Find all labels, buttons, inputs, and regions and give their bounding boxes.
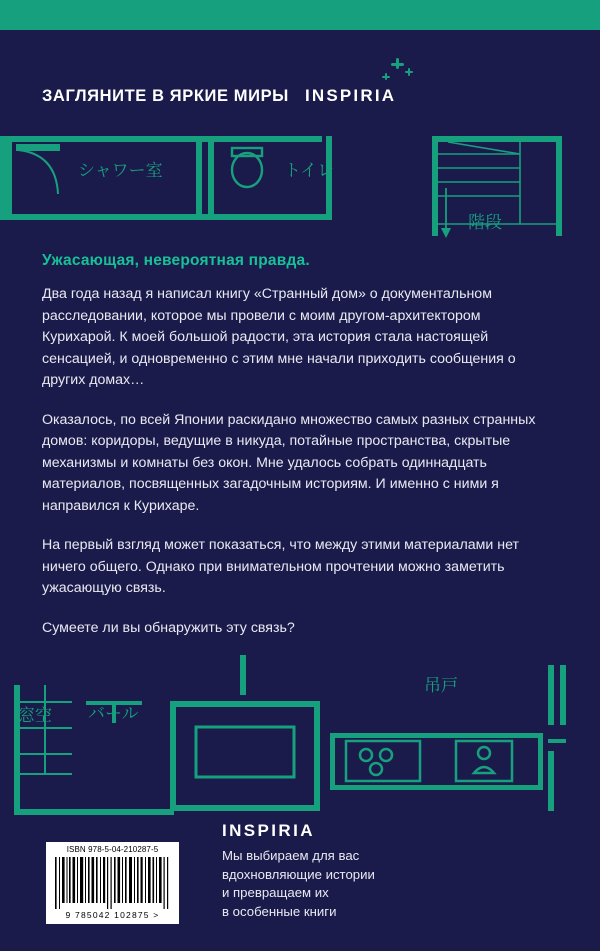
top-accent-bar [0,0,600,30]
top-tagline: ЗАГЛЯНИТЕ В ЯРКИЕ МИРЫ [42,87,289,105]
brand-logo-top: INSPIRIA [304,86,397,105]
tagline-row [42,86,558,106]
floorplan-label-bottom-left: 窓空 [18,706,52,726]
blurb-content [42,252,542,639]
floorplan-label-bottom-mid: バール [88,704,139,724]
barcode [46,842,179,924]
brand-logo-bottom: INSPIRIA [222,821,315,840]
footer-line-1: Мы выбираем для вас [222,848,360,863]
floorplan-label-bottom-right: 吊戸 [424,676,458,696]
blurb-paragraph-4: Сумеете ли вы обнаружить эту связь? [42,619,295,636]
footer-brand-block [222,821,562,921]
cover-footer [0,820,600,951]
barcode-bars [53,857,173,909]
floorplan-label-toilet: トイレ [284,161,335,181]
floorplan-label-stairs: 階段 [468,213,502,233]
blurb-paragraph-1: Два года назад я написал книгу «Странный дом» о документальном расследовании, которое мы провели с моим другом-архитектором Курихарой. К моей большой радости, эта история стала настоящей сенсацией, и одновременно с этим мне начали приходить сообщения о других домах… [42,286,516,388]
floorplan-label-shower: シャワー室 [78,161,163,181]
footer-line-3: и превращаем их [222,885,329,900]
blurb-headline: Ужасающая, невероятная правда. [42,252,310,269]
blurb-paragraph-3: На первый взгляд может показаться, что между этими материалами нет ничего общего. Однако при внимательном прочтении можно заметить ужасающую связь. [42,537,519,596]
floorplan-bottom [0,655,600,820]
footer-line-4: в особенные книги [222,903,337,919]
barcode-digits: 9 785042 102875 > [65,910,160,920]
isbn-text: ISBN 978-5-04-210287-5 [66,845,159,854]
footer-line-2: вдохновляющие истории [222,866,375,882]
blurb-paragraph-2: Оказалось, по всей Японии раскидано множество самых разных странных домов: коридоры, ведущие в никуда, потайные пространства, скрытые механизмы и комнаты без окон. Мне удалось собрать одиннадцать материалов, посвященных загадочным историям. И именно с ними я направился к Курихаре. [42,411,536,514]
floorplan-top [0,128,600,243]
sparkle-icon [382,58,416,84]
